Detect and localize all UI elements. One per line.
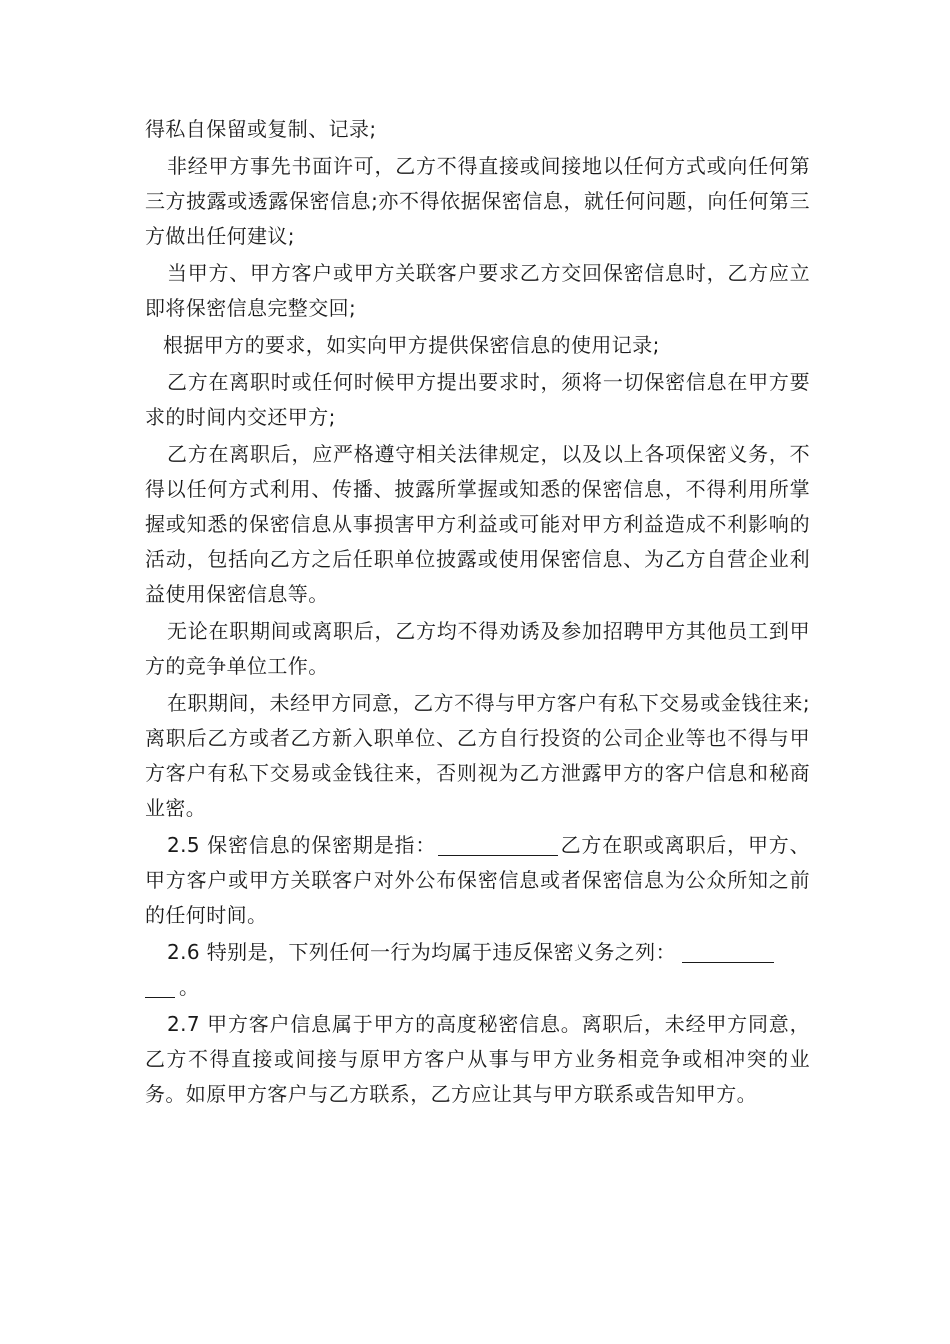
paragraph-no-solicitation: 无论在职期间或离职后，乙方均不得劝诱及参加招聘甲方其他员工到甲方的竞争单位工作。 — [145, 619, 810, 678]
paragraph-usage-record: 根据甲方的要求，如实向甲方提供保密信息的使用记录; — [163, 333, 660, 357]
clause-2-5 — [145, 828, 810, 933]
fill-in-blank[interactable] — [682, 940, 774, 963]
paragraph-no-disclosure: 非经甲方事先书面许可，乙方不得直接或间接地以任何方式或向任何第三方披露或透露保密信息;亦不得依据保密信息，就任何问题，向任何第三方做出任何建议; — [145, 154, 810, 248]
paragraph-post-resignation: 乙方在离职后，应严格遵守相关法律规定，以及以上各项保密义务，不得以任何方式利用、传播、披露所掌握或知悉的保密信息，不得利用所掌握或知悉的保密信息从事损害甲方利益或可能对甲方利益造成不利影响的活动，包括向乙方之后任职单位披露或使用保密信息、为乙方自营企业利益使用保密信息等。 — [145, 442, 810, 606]
fill-in-blank[interactable] — [438, 833, 558, 856]
fill-in-blank-continued[interactable] — [145, 975, 175, 998]
paragraph-no-private-dealing: 在职期间，未经甲方同意，乙方不得与甲方客户有私下交易或金钱往来;离职后乙方或者乙方新入职单位、乙方自行投资的公司企业等也不得与甲方客户有私下交易或金钱往来，否则视为乙方泄露甲方的客户信息和秘商业密。 — [145, 691, 810, 820]
clause-2-6 — [145, 935, 810, 1005]
clause-2-5-rest: 乙方在职或离职后，甲方、甲方客户或甲方关联客户对外公布保密信息或者保密信息为公众所知之前的任何时间。 — [145, 833, 810, 927]
clause-2-7: 2.7 甲方客户信息属于甲方的高度秘密信息。离职后，未经甲方同意，乙方不得直接或间接与原甲方客户从事与甲方业务相竞争或相冲突的业务。如原甲方客户与乙方联系，乙方应让其与甲方联系或告知甲方。 — [145, 1012, 810, 1106]
clause-2-6-rest: 。 — [179, 975, 200, 999]
clause-2-6-lead: 2.6 特别是，下列任何一行为均属于违反保密义务之列： — [167, 940, 676, 964]
paragraph-resignation-return: 乙方在离职时或任何时候甲方提出要求时，须将一切保密信息在甲方要求的时间内交还甲方; — [145, 370, 810, 429]
paragraph-return-info: 当甲方、甲方客户或甲方关联客户要求乙方交回保密信息时，乙方应立即将保密信息完整交回; — [145, 261, 810, 320]
paragraph-continuation: 得私自保留或复制、记录; — [145, 117, 377, 141]
clause-2-5-lead: 2.5 保密信息的保密期是指： — [167, 833, 437, 857]
document-body — [145, 112, 810, 1114]
